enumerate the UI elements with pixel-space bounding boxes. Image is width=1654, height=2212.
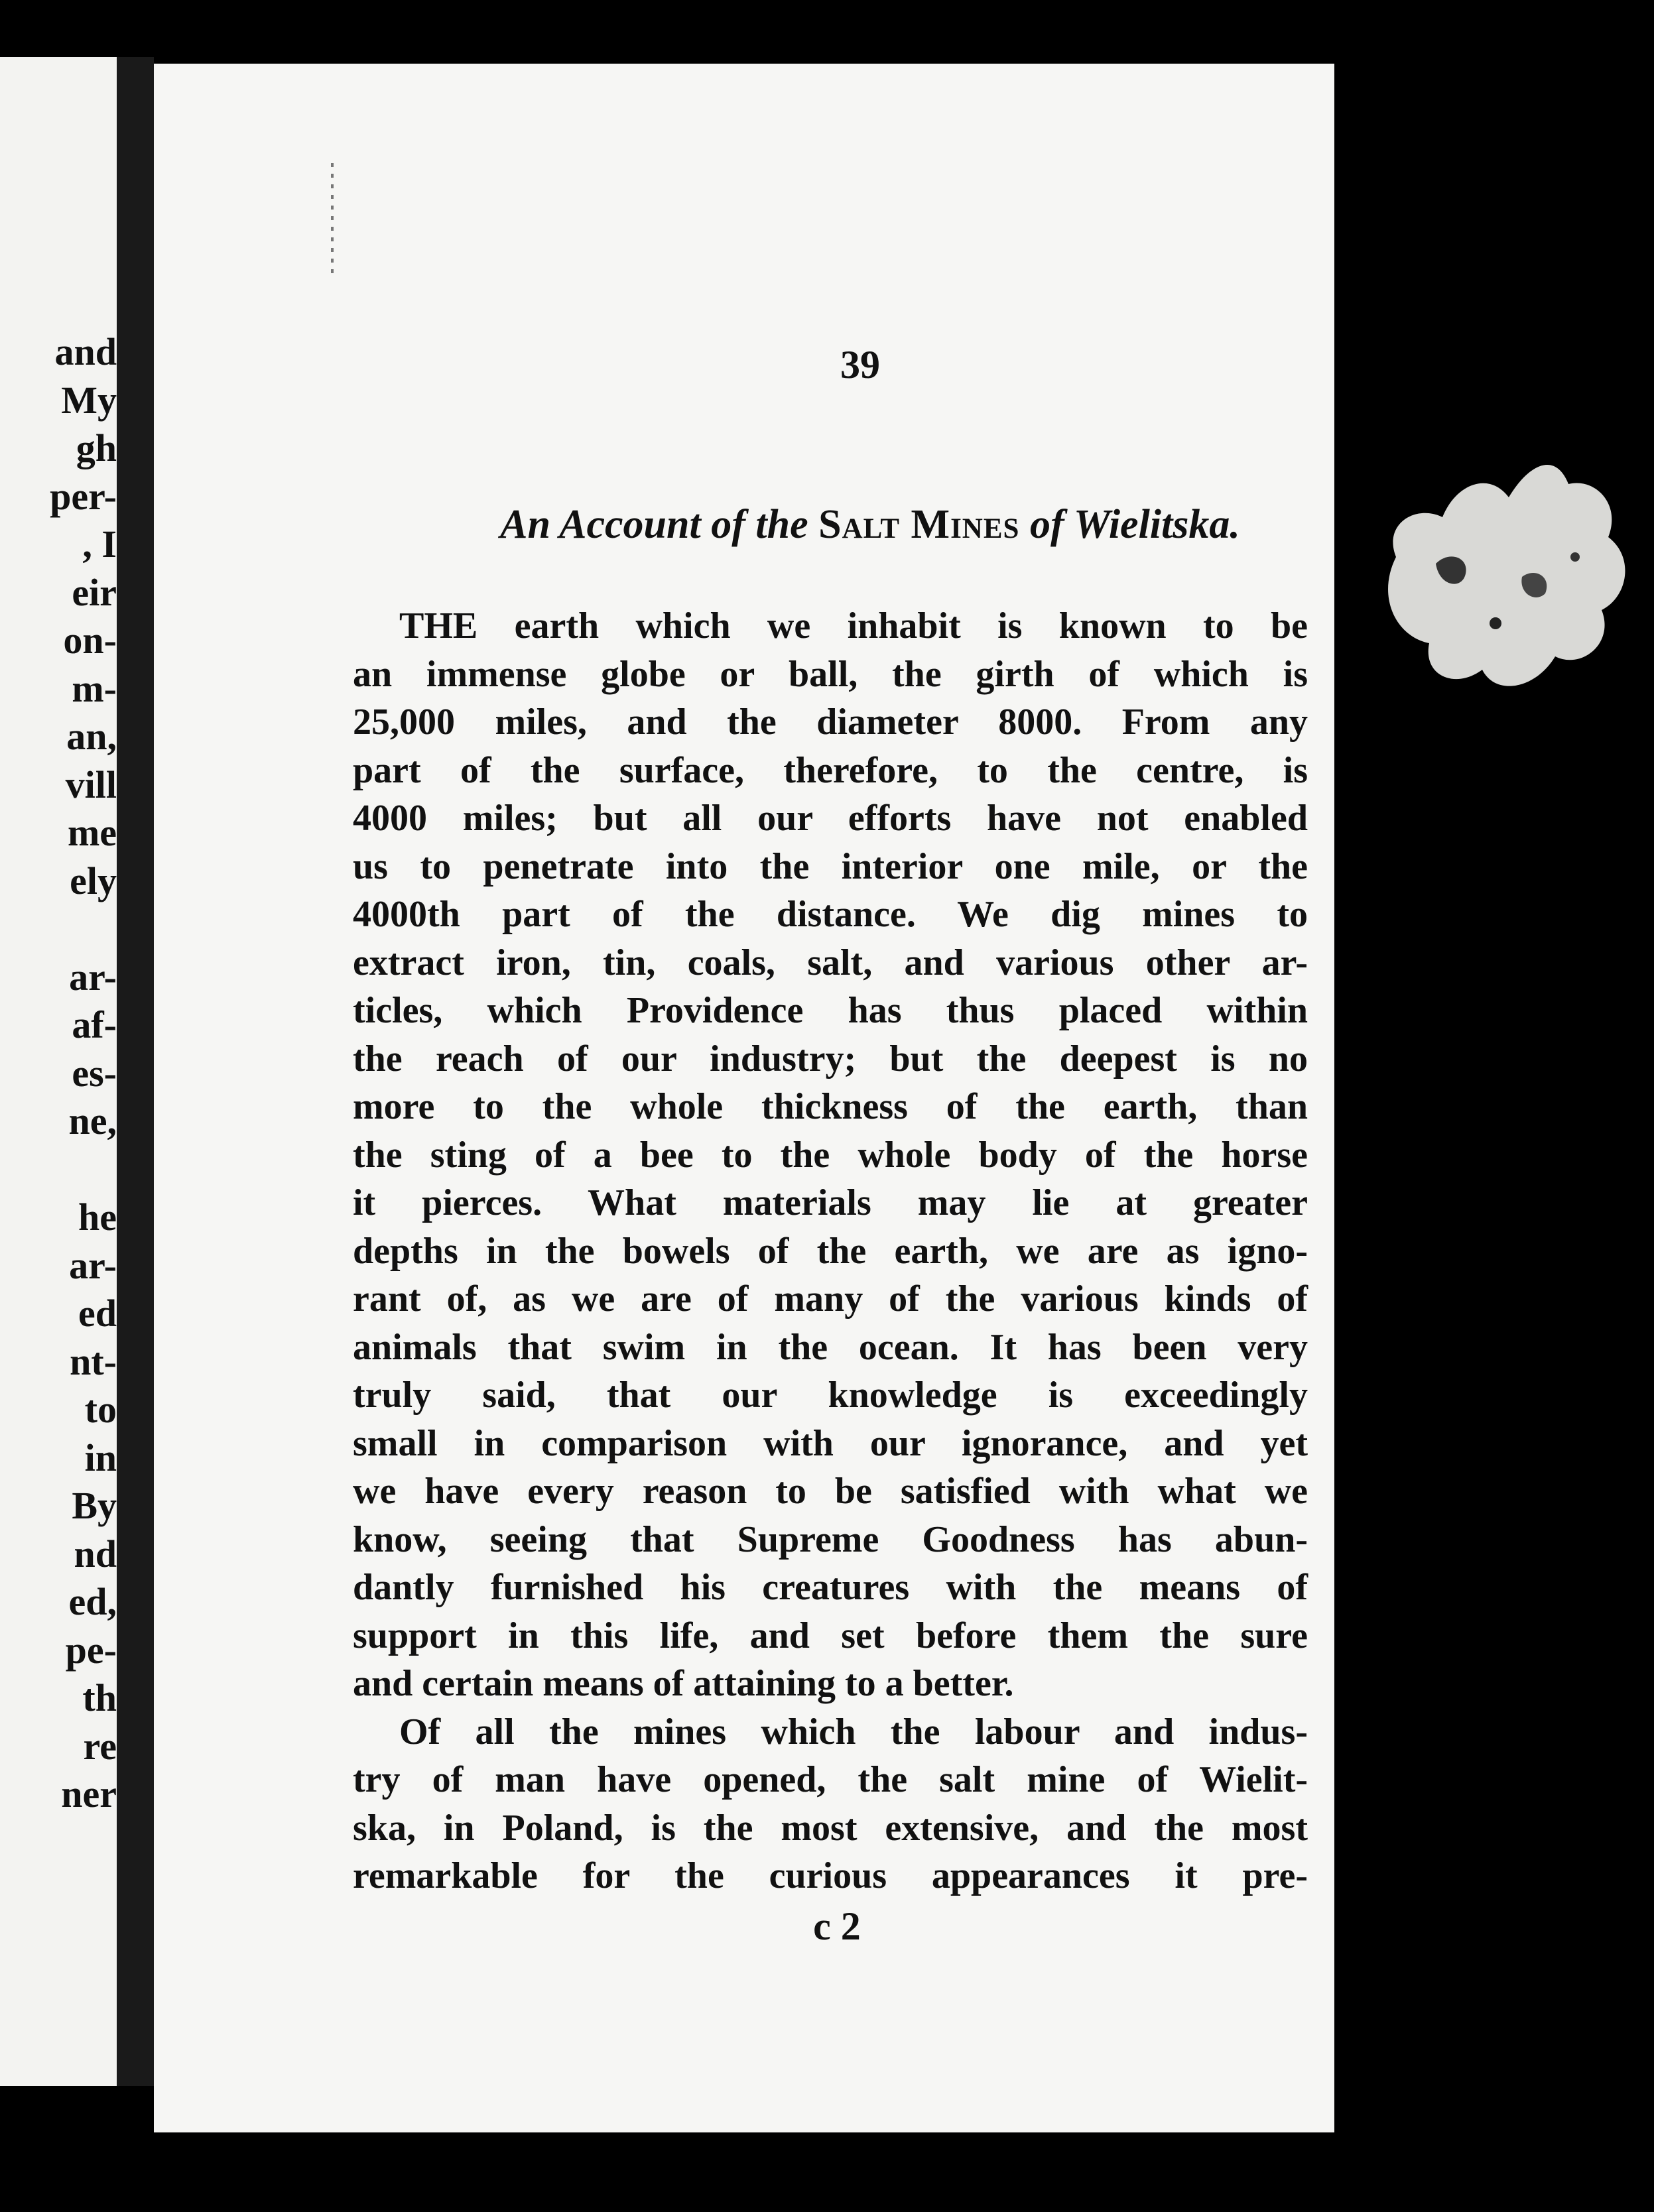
left-page-fragment: on- [63,619,117,662]
text-line: Of all the mines which the labour and indus- [399,1711,1308,1752]
left-page-fragment: ner [61,1772,117,1815]
left-page-fragment: es- [72,1051,117,1095]
text-line: more to the whole thickness of the earth, than [353,1086,1308,1127]
text-line: THE earth which we inhabit is known to be [399,605,1308,646]
left-page-fragment: pe- [65,1628,117,1672]
left-page-fragment: he [78,1196,117,1239]
text-line: dantly furnished his creatures with the means of [353,1567,1308,1608]
left-page-fragment: and [54,330,117,373]
left-page-fragment: eir [72,570,117,614]
text-line: truly said, that our knowledge is exceedingly [353,1375,1308,1416]
text-line: 4000 miles; but all our efforts have not enabled [353,798,1308,839]
left-page-fragment: af- [72,1003,117,1046]
text-line: it pierces. What materials may lie at greater [353,1182,1308,1223]
left-page-fragment: ar- [69,955,117,999]
text-line: rant of, as we are of many of the various kinds of [353,1278,1308,1320]
body-text [353,602,1308,1900]
text-line: small in comparison with our ignorance, and yet [353,1422,1308,1464]
page-number: 39 [840,343,880,387]
left-page-fragment: ed, [68,1580,117,1623]
left-page-fragment: By [72,1484,117,1527]
text-line: 4000th part of the distance. We dig mines to [353,894,1308,935]
text-line: us to penetrate into the interior one mile, or the [353,845,1308,887]
main-page [154,64,1334,2132]
text-line: and certain means of attaining to a better. [353,1663,1014,1704]
title-part-2: of Wielitska. [1029,502,1240,547]
text-line: 25,000 miles, and the diameter 8000. From any [353,702,1308,743]
left-page-fragment: m- [72,666,117,710]
text-line: the sting of a bee to the whole body of the horse [353,1134,1308,1176]
left-page-fragment: My [61,378,117,422]
text-line: support in this life, and set before them the sure [353,1615,1308,1656]
margin-scratch-mark [328,163,337,276]
text-line: remarkable for the curious appearances it pre- [353,1855,1308,1896]
left-page-fragment: , I [82,522,117,566]
left-page-fragment: th [82,1676,117,1719]
signature-mark: c 2 [813,1904,861,1948]
left-page-fragment: in [84,1436,117,1479]
text-line: we have every reason to be satisfied with what we [353,1471,1308,1512]
left-page-fragment: ne, [68,1099,117,1142]
left-page-fragment: nt- [70,1339,117,1383]
left-page-fragment: ely [70,859,117,902]
text-line: an immense globe or ball, the girth of which is [353,653,1308,695]
text-line: try of man have opened, the salt mine of Wielit- [353,1759,1308,1800]
left-page-fragment: ed [78,1292,117,1335]
left-page-fragment: nd [74,1532,117,1575]
text-line: know, seeing that Supreme Goodness has abun- [353,1518,1308,1560]
left-page-fragment: vill [65,763,117,806]
left-facing-page [0,57,117,2086]
text-line: animals that swim in the ocean. It has been very [353,1326,1308,1368]
text-line: ska, in Poland, is the most extensive, and the most [353,1807,1308,1849]
title-part-caps: Salt Mines [818,502,1020,547]
left-page-fragment: re [83,1724,117,1768]
text-line: depths in the bowels of the earth, we are as igno- [353,1230,1308,1272]
text-line: the reach of our industry; but the deepest is no [353,1038,1308,1079]
left-page-fragment: ar- [69,1243,117,1287]
left-page-fragment: per- [50,474,117,518]
left-page-fragment: an, [66,715,117,758]
left-page-fragment: gh [76,426,117,469]
chapter-title [406,501,1334,548]
paper-fragment-stain [1356,424,1641,756]
text-line: ticles, which Providence has thus placed within [353,990,1308,1031]
text-line: part of the surface, therefore, to the centre, is [353,749,1308,791]
text-line: extract iron, tin, coals, salt, and various other ar- [353,942,1308,983]
title-part-1: An Account of the [500,502,808,547]
left-page-fragment: to [84,1388,117,1431]
book-gutter [117,57,154,2086]
left-page-fragment: me [67,811,117,854]
